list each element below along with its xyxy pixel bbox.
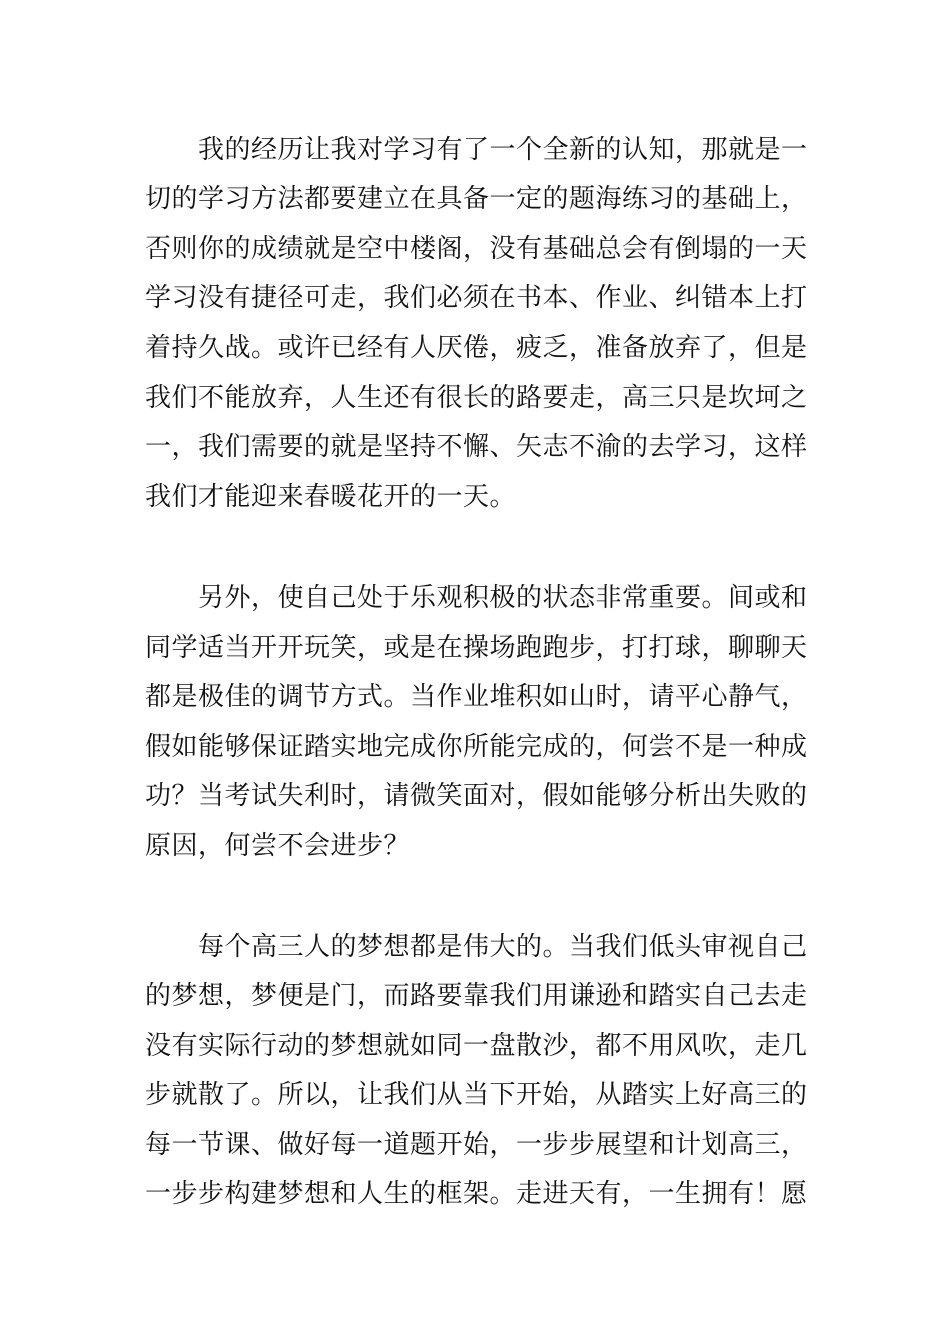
paragraph-line: 着持久战。或许已经有人厌倦，疲乏，准备放弃了，但是 <box>145 333 808 363</box>
paragraph-line: 原因，何尝不会进步？ <box>145 831 411 861</box>
paragraph-line: 步就散了。所以，让我们从当下开始，从踏实上好高三的 <box>145 1080 808 1110</box>
paragraph-line: 切的学习方法都要建立在具备一定的题海练习的基础上， <box>145 184 808 214</box>
paragraph-line: 同学适当开开玩笑，或是在操场跑跑步，打打球，聊聊天 <box>145 633 808 663</box>
paragraph-line: 我们不能放弃，人生还有很长的路要走，高三只是坎坷之 <box>145 383 808 413</box>
paragraph-line: 一，我们需要的就是坚持不懈、矢志不渝的去学习，这样 <box>145 432 808 462</box>
paragraph-line: 学习没有捷径可走，我们必须在书本、作业、纠错本上打 <box>145 283 808 313</box>
paragraph-line: 我们才能迎来春暖花开的一天。 <box>145 482 517 512</box>
paragraph-line: 每个高三人的梦想都是伟大的。当我们低头审视自己 <box>198 932 808 962</box>
paragraph-line: 没有实际行动的梦想就如同一盘散沙，都不用风吹，走几 <box>145 1031 808 1061</box>
paragraph-line: 的梦想，梦便是门，而路要靠我们用谦逊和踏实自己去走 <box>145 981 808 1011</box>
paragraph-line: 一步步构建梦想和人生的框架。走进天有，一生拥有！愿 <box>145 1179 808 1209</box>
paragraph-line: 每一节课、做好每一道题开始，一步步展望和计划高三， <box>145 1130 808 1160</box>
paragraph-line: 功？当考试失利时，请微笑面对，假如能够分析出失败的 <box>145 781 808 811</box>
paragraph-line: 另外，使自己处于乐观积极的状态非常重要。间或和 <box>198 583 808 613</box>
paragraph-line: 否则你的成绩就是空中楼阁，没有基础总会有倒塌的一天 <box>145 234 808 264</box>
paragraph-line: 假如能够保证踏实地完成你所能完成的，何尝不是一种成 <box>145 732 808 762</box>
paragraph-line: 我的经历让我对学习有了一个全新的认知，那就是一 <box>198 135 808 165</box>
paragraph-line: 都是极佳的调节方式。当作业堆积如山时，请平心静气， <box>145 682 808 712</box>
